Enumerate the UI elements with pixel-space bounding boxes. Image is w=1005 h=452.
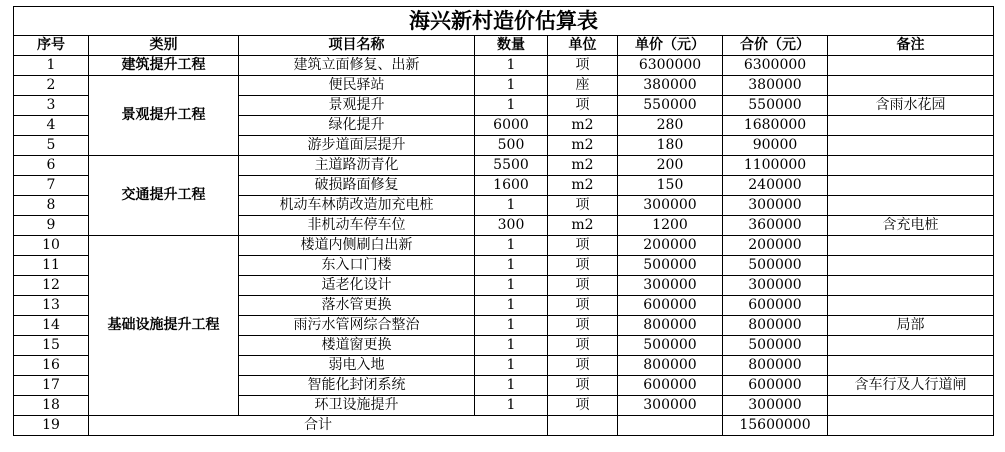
remarks	[828, 356, 994, 376]
remarks	[828, 336, 994, 356]
remarks	[828, 176, 994, 196]
remarks	[828, 196, 994, 216]
unit: m2	[548, 156, 618, 176]
total-price: 600000	[723, 376, 828, 396]
unit-price: 200	[618, 156, 723, 176]
row-number: 2	[14, 76, 89, 96]
remarks	[828, 416, 994, 436]
unit: m2	[548, 176, 618, 196]
row-number: 8	[14, 196, 89, 216]
item-name: 机动车林荫改造加充电桩	[239, 196, 475, 216]
total-price: 1680000	[723, 116, 828, 136]
quantity: 1	[475, 256, 548, 276]
unit-price: 550000	[618, 96, 723, 116]
unit-price	[618, 416, 723, 436]
unit: m2	[548, 116, 618, 136]
unit-price: 380000	[618, 76, 723, 96]
remarks: 含雨水花园	[828, 96, 994, 116]
unit: 座	[548, 76, 618, 96]
total-price: 360000	[723, 216, 828, 236]
row-number: 12	[14, 276, 89, 296]
total-price: 240000	[723, 176, 828, 196]
remarks	[828, 236, 994, 256]
unit: 项	[548, 356, 618, 376]
item-name: 便民驿站	[239, 76, 475, 96]
table-row	[14, 76, 994, 96]
unit-price: 180	[618, 136, 723, 156]
header-unit-price: 单价（元）	[618, 36, 723, 56]
total-price: 300000	[723, 396, 828, 416]
unit: 项	[548, 396, 618, 416]
quantity: 6000	[475, 116, 548, 136]
quantity: 1	[475, 396, 548, 416]
unit: m2	[548, 136, 618, 156]
total-price: 1100000	[723, 156, 828, 176]
remarks	[828, 76, 994, 96]
unit-price: 200000	[618, 236, 723, 256]
category-cell: 基础设施提升工程	[89, 236, 239, 416]
category-cell: 景观提升工程	[89, 76, 239, 156]
header-no: 序号	[14, 36, 89, 56]
item-name: 环卫设施提升	[239, 396, 475, 416]
total-price: 500000	[723, 256, 828, 276]
unit-price: 600000	[618, 376, 723, 396]
unit-price: 280	[618, 116, 723, 136]
summary-total: 15600000	[723, 416, 828, 436]
total-price: 300000	[723, 196, 828, 216]
row-number: 18	[14, 396, 89, 416]
remarks	[828, 136, 994, 156]
header-category: 类别	[89, 36, 239, 56]
quantity: 1600	[475, 176, 548, 196]
row-number: 13	[14, 296, 89, 316]
item-name: 落水管更换	[239, 296, 475, 316]
item-name: 景观提升	[239, 96, 475, 116]
remarks	[828, 396, 994, 416]
item-name: 智能化封闭系统	[239, 376, 475, 396]
total-price: 500000	[723, 336, 828, 356]
item-name: 非机动车停车位	[239, 216, 475, 236]
unit-price: 300000	[618, 276, 723, 296]
total-price: 90000	[723, 136, 828, 156]
item-name: 建筑立面修复、出新	[239, 56, 475, 76]
unit: 项	[548, 256, 618, 276]
summary-row	[14, 416, 994, 436]
quantity: 1	[475, 56, 548, 76]
item-name: 雨污水管网综合整治	[239, 316, 475, 336]
unit: m2	[548, 216, 618, 236]
row-number: 16	[14, 356, 89, 376]
quantity: 1	[475, 356, 548, 376]
header-remarks: 备注	[828, 36, 994, 56]
unit	[548, 416, 618, 436]
row-number: 14	[14, 316, 89, 336]
total-price: 380000	[723, 76, 828, 96]
row-number: 15	[14, 336, 89, 356]
total-price: 6300000	[723, 56, 828, 76]
total-price: 800000	[723, 356, 828, 376]
row-number: 4	[14, 116, 89, 136]
header-item-name: 项目名称	[239, 36, 475, 56]
unit-price: 150	[618, 176, 723, 196]
total-price: 800000	[723, 316, 828, 336]
unit-price: 300000	[618, 196, 723, 216]
item-name: 弱电入地	[239, 356, 475, 376]
quantity: 1	[475, 276, 548, 296]
unit: 项	[548, 56, 618, 76]
remarks: 局部	[828, 316, 994, 336]
summary-label: 合计	[89, 416, 548, 436]
row-number: 9	[14, 216, 89, 236]
unit-price: 500000	[618, 336, 723, 356]
category-cell: 交通提升工程	[89, 156, 239, 236]
cost-estimate-table	[13, 6, 994, 436]
total-price: 200000	[723, 236, 828, 256]
quantity: 1	[475, 316, 548, 336]
category-cell: 建筑提升工程	[89, 56, 239, 76]
remarks	[828, 256, 994, 276]
item-name: 楼道内侧刷白出新	[239, 236, 475, 256]
unit: 项	[548, 296, 618, 316]
row-number: 5	[14, 136, 89, 156]
remarks	[828, 276, 994, 296]
remarks	[828, 296, 994, 316]
remarks	[828, 56, 994, 76]
item-name: 楼道窗更换	[239, 336, 475, 356]
row-number: 7	[14, 176, 89, 196]
unit-price: 800000	[618, 316, 723, 336]
table-row	[14, 236, 994, 256]
table-title: 海兴新村造价估算表	[14, 7, 994, 36]
table-row	[14, 156, 994, 176]
item-name: 绿化提升	[239, 116, 475, 136]
total-price: 300000	[723, 276, 828, 296]
row-number: 1	[14, 56, 89, 76]
remarks: 含充电桩	[828, 216, 994, 236]
unit: 项	[548, 316, 618, 336]
unit: 项	[548, 96, 618, 116]
unit-price: 500000	[618, 256, 723, 276]
total-price: 600000	[723, 296, 828, 316]
quantity: 1	[475, 196, 548, 216]
quantity: 1	[475, 236, 548, 256]
header-total-price: 合价（元）	[723, 36, 828, 56]
item-name: 主道路沥青化	[239, 156, 475, 176]
table-row	[14, 56, 994, 76]
row-number: 6	[14, 156, 89, 176]
row-number: 10	[14, 236, 89, 256]
item-name: 东入口门楼	[239, 256, 475, 276]
row-number: 3	[14, 96, 89, 116]
row-number: 17	[14, 376, 89, 396]
unit: 项	[548, 276, 618, 296]
unit: 项	[548, 196, 618, 216]
quantity: 300	[475, 216, 548, 236]
unit: 项	[548, 236, 618, 256]
item-name: 适老化设计	[239, 276, 475, 296]
unit-price: 600000	[618, 296, 723, 316]
quantity: 1	[475, 336, 548, 356]
unit-price: 800000	[618, 356, 723, 376]
header-quantity: 数量	[475, 36, 548, 56]
item-name: 破损路面修复	[239, 176, 475, 196]
quantity: 1	[475, 96, 548, 116]
header-unit: 单位	[548, 36, 618, 56]
quantity: 1	[475, 376, 548, 396]
remarks	[828, 156, 994, 176]
unit-price: 1200	[618, 216, 723, 236]
quantity: 1	[475, 76, 548, 96]
row-number: 11	[14, 256, 89, 276]
quantity: 1	[475, 296, 548, 316]
unit: 项	[548, 336, 618, 356]
total-price: 550000	[723, 96, 828, 116]
quantity: 500	[475, 136, 548, 156]
unit-price: 300000	[618, 396, 723, 416]
item-name: 游步道面层提升	[239, 136, 475, 156]
unit-price: 6300000	[618, 56, 723, 76]
remarks: 含车行及人行道闸	[828, 376, 994, 396]
quantity: 5500	[475, 156, 548, 176]
row-number: 19	[14, 416, 89, 436]
remarks	[828, 116, 994, 136]
unit: 项	[548, 376, 618, 396]
